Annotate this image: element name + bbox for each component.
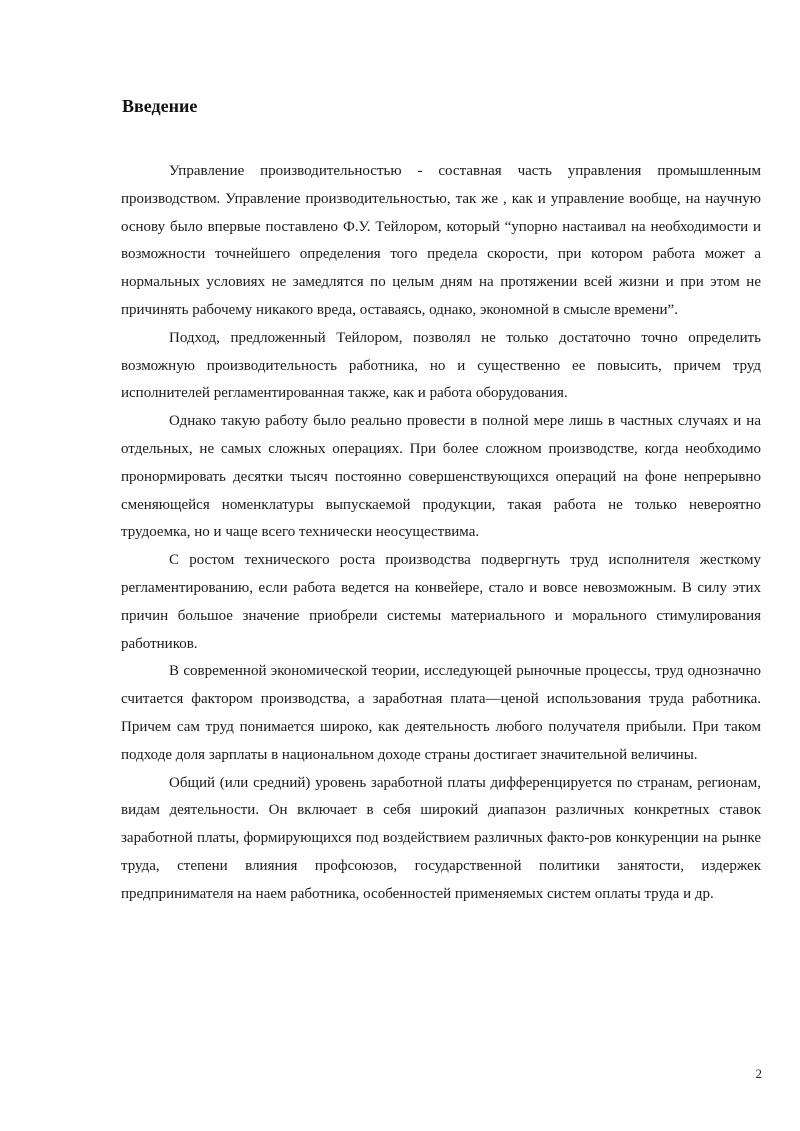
document-body xyxy=(121,158,761,909)
paragraph-5: В современной экономической теории, исследующей рыночные процессы, труд однозначно считается фактором производства, а заработная плата—ценой использования труда работника. Причем сам труд понимается широко, как деятельность любого получателя прибыли. При таком подходе доля зарплаты в национальном доходе страны достигает значительной величины. xyxy=(121,663,761,763)
paragraph-3: Однако такую работу было реально провести в полной мере лишь в частных случаях и на отдельных, не самых сложных операциях. При более сложном производстве, когда необходимо пронормировать десятки тысяч постоянно совершенствующихся операций на фоне непрерывно сменяющейся номенклатуры выпускаемой продукции, такая работа не только невероятно трудоемка, но и чаще всего технически неосуществима. xyxy=(121,413,761,541)
paragraph-6: Общий (или средний) уровень заработной платы дифференцируется по странам, регионам, видам деятельности. Он включает в себя широкий диапазон различных конкретных ставок заработной платы, формирующихся под воздействием различных факто-ров конкуренции на рынке труда, степени влияния профсоюзов, государственной политики занятости, издержек предпринимателя на наем работника, особенностей применяемых систем оплаты труда и др. xyxy=(121,774,761,902)
page-number: 2 xyxy=(755,1066,762,1081)
paragraph-4: С ростом технического роста производства подвергнуть труд исполнителя жесткому регламентированию, если работа ведется на конвейере, стало и вовсе невозможным. В силу этих причин большое значение приобрели системы материального и морального стимулирования работников. xyxy=(121,552,761,652)
section-heading: Введение xyxy=(122,96,198,116)
paragraph-2: Подход, предложенный Тейлором, позволял не только достаточно точно определить возможную производительность работника, но и существенно ее повысить, причем труд исполнителей регламентированная также, как и работа оборудования. xyxy=(121,329,761,402)
paragraph-1: Управление производительностью - составная часть управления промышленным производством. Управление производительностью, так же , как и управление вообще, на научную основу было впервые поставлено Ф.У. Тейлором, который “упорно настаивал на необходимости и возможности точнейшего определения того предела скорости, при котором работа может а нормальных условиях не замедлятся по целым дням на протяжении всей жизни и при этом не причинять рабочему никакого вреда, оставаясь, однако, экономной в смысле времени”. xyxy=(121,163,761,318)
